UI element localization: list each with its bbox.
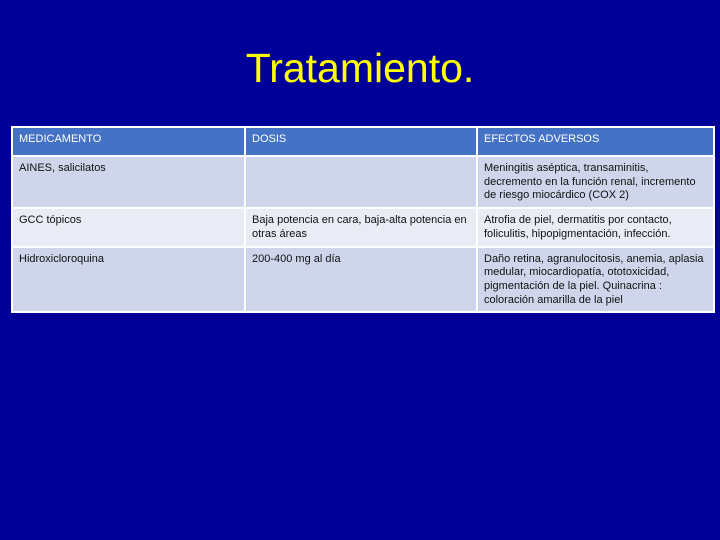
treatment-table — [11, 126, 715, 313]
cell-medicamento: Hidroxicloroquina — [12, 247, 245, 313]
cell-medicamento: AINES, salicilatos — [12, 156, 245, 208]
slide-title: Tratamiento. — [245, 45, 475, 91]
cell-dosis: 200-400 mg al día — [245, 247, 477, 313]
header-cell-dosis: DOSIS — [245, 127, 477, 156]
cell-dosis: Baja potencia en cara, baja-alta potencia en otras áreas — [245, 208, 477, 246]
cell-efectos-adversos: Atrofia de piel, dermatitis por contacto, foliculitis, hipopigmentación, infección. — [477, 208, 714, 246]
header-cell-efectos-adversos: EFECTOS ADVERSOS — [477, 127, 714, 156]
cell-dosis — [245, 156, 477, 208]
table-header-row — [12, 127, 714, 156]
table-row — [12, 156, 714, 208]
cell-efectos-adversos: Meningitis aséptica, transaminitis, decremento en la función renal, incremento de riesgo miocárdico (COX 2) — [477, 156, 714, 208]
cell-medicamento: GCC tópicos — [12, 208, 245, 246]
header-cell-medicamento: MEDICAMENTO — [12, 127, 245, 156]
table-row — [12, 208, 714, 246]
table-row — [12, 247, 714, 313]
cell-efectos-adversos: Daño retina, agranulocitosis, anemia, aplasia medular, miocardiopatía, ototoxicidad, pigmentación de la piel. Quinacrina : coloración amarilla de la piel — [477, 247, 714, 313]
